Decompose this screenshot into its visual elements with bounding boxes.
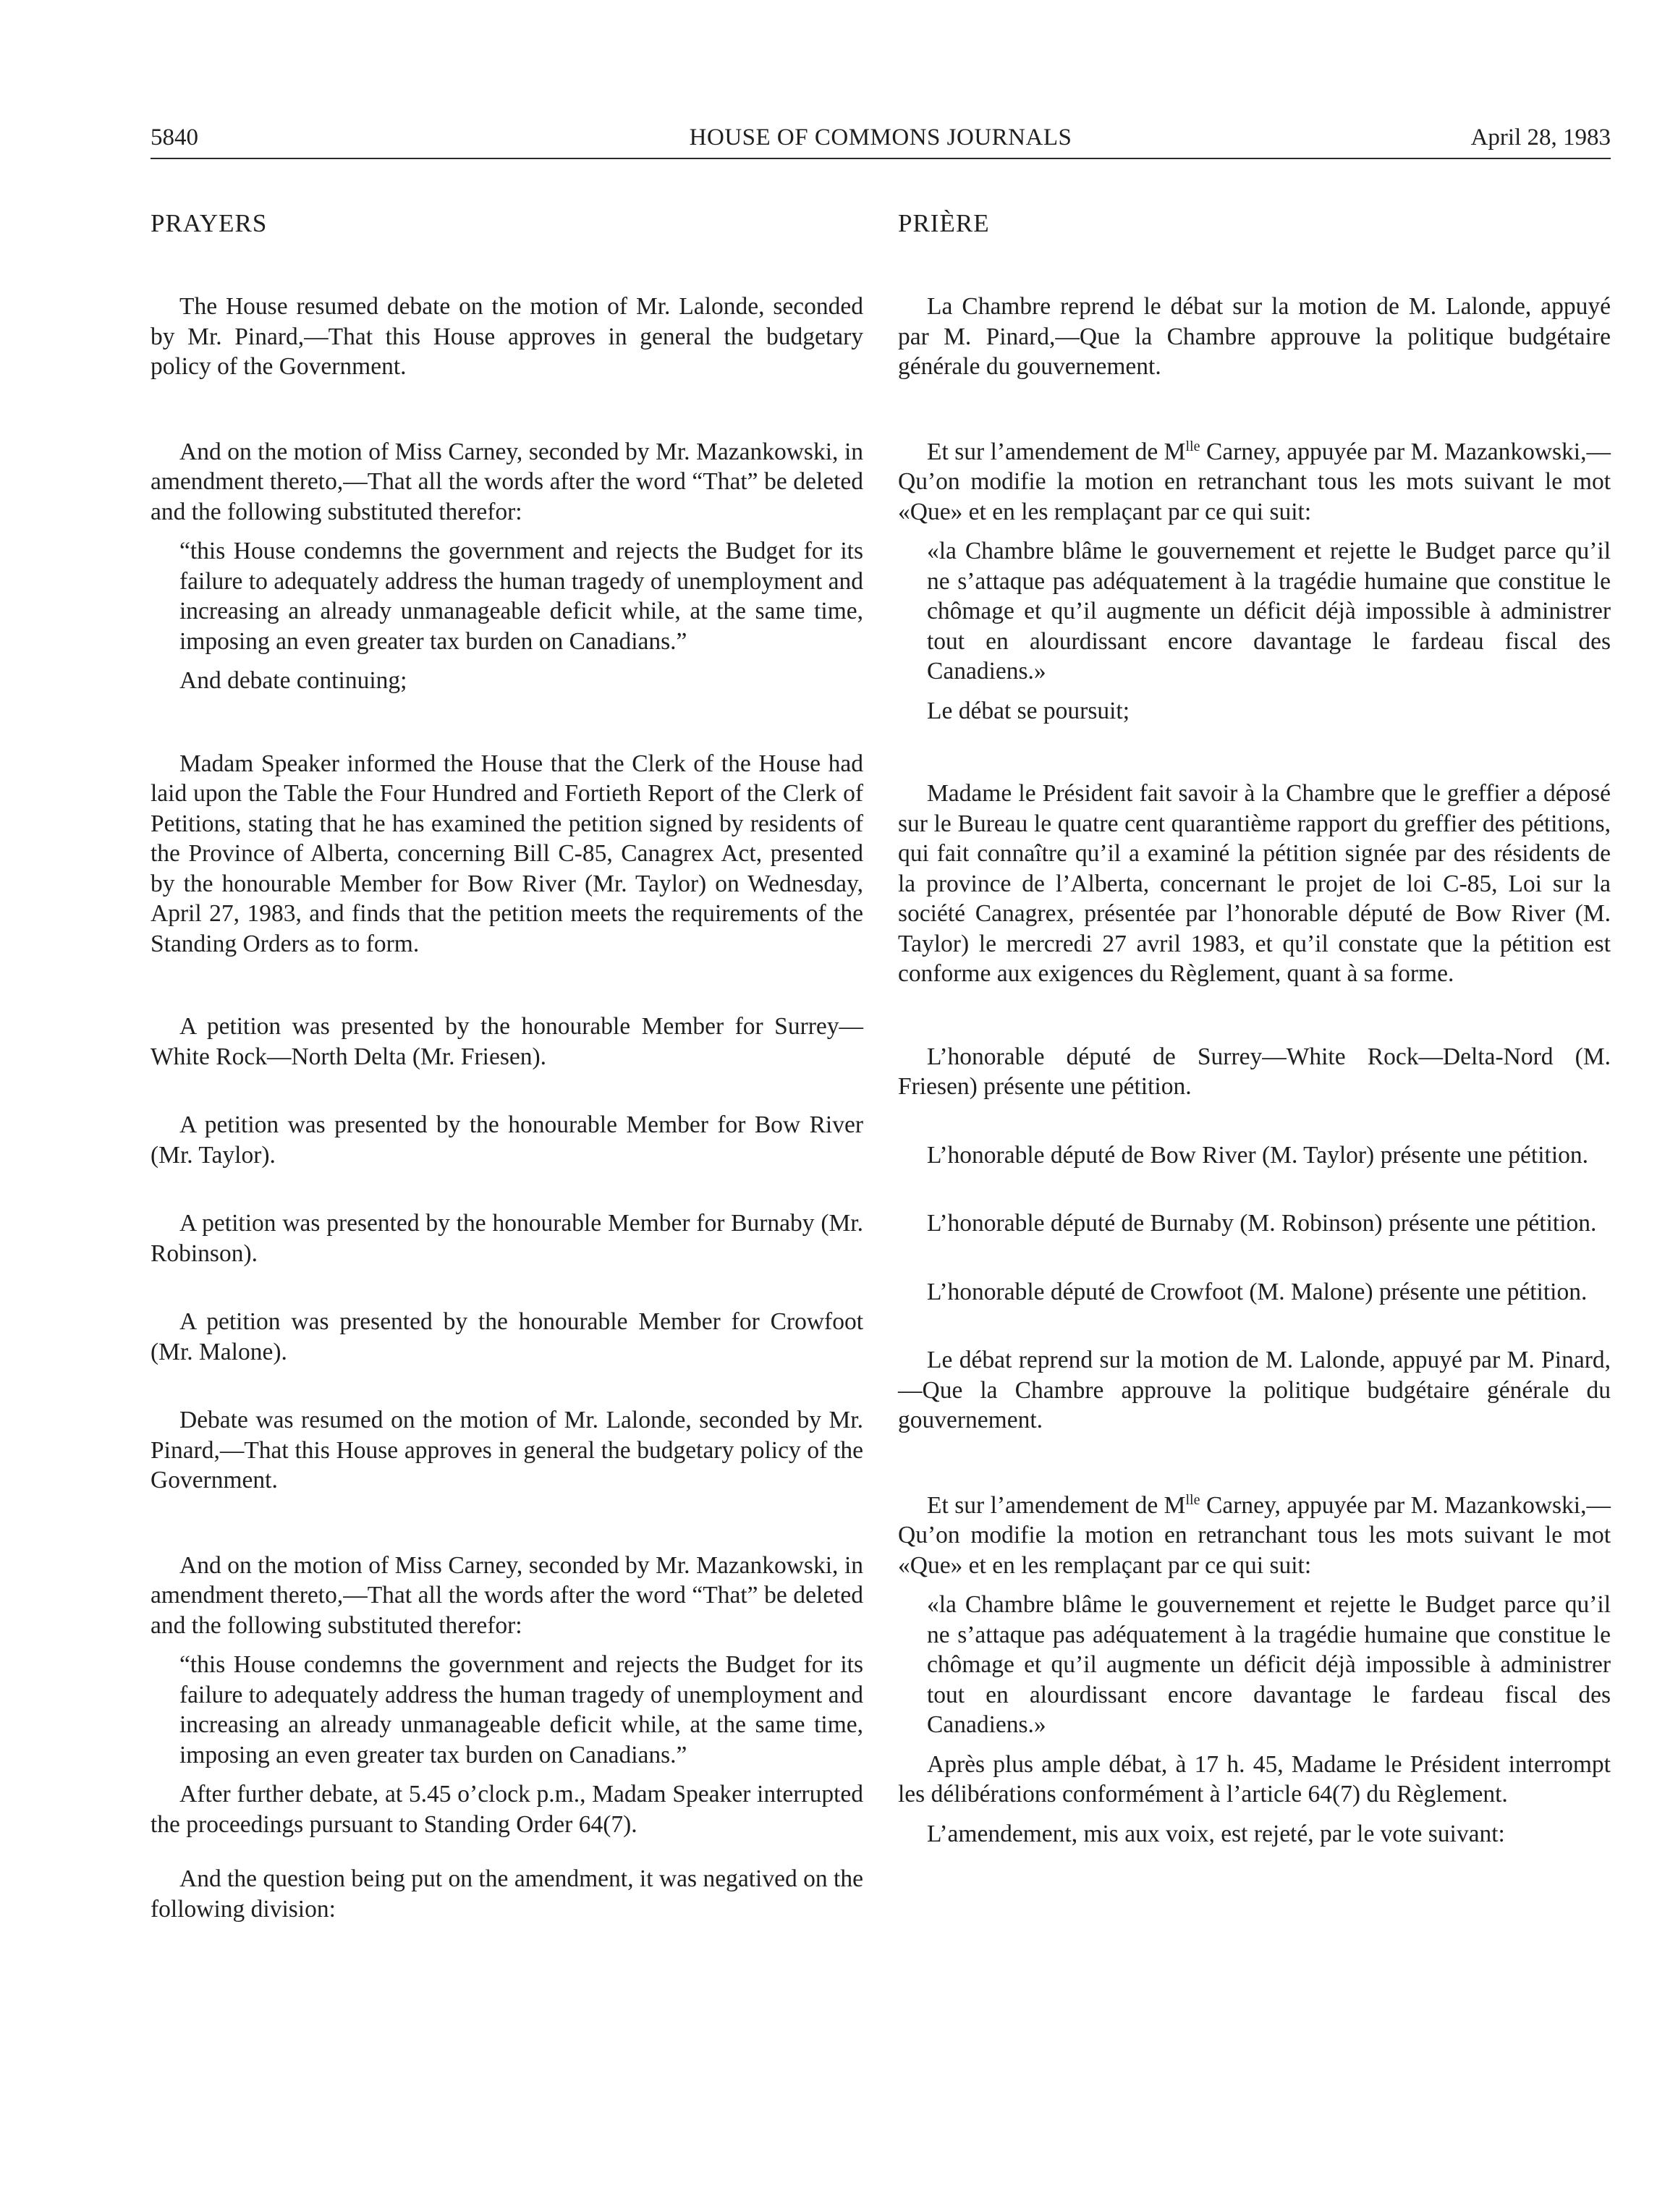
amendement-prefix: Et sur l’amendement de M [927,438,1186,465]
petition-malone-fr-paragraph: L’honorable député de Crowfoot (M. Malone) présente une pétition. [927,1278,1588,1305]
priere-heading: PRIÈRE [898,209,990,237]
petition-robinson-fr-paragraph: L’honorable député de Burnaby (M. Robinson) présente une pétition. [927,1210,1597,1237]
amendement-paragraph [898,437,1611,527]
petition-malone-paragraph: A petition was presented by the honourable Member for Crowfoot (Mr. Malone). [151,1308,863,1365]
petition-taylor-paragraph: A petition was presented by the honourable Member for Bow River (Mr. Taylor). [151,1111,863,1169]
amendement-suffix-2: Carney, appuyée par M. Mazankowski,—Qu’on modifie la motion en retranchant tous les mots suivant le mot «Que» et en les remplaçant par ce qui suit: [898,1491,1611,1579]
amendement-suffix: Carney, appuyée par M. Mazankowski,—Qu’on modifie la motion en retranchant tous les mots suivant le mot «Que» et en les remplaçant par ce qui suit: [898,438,1611,525]
petition-friesen-paragraph: A petition was presented by the honourable Member for Surrey—White Rock—North Delta (Mr. Friesen). [151,1013,863,1070]
debat-reprend-paragraph: Le débat reprend sur la motion de M. Lalonde, appuyé par M. Pinard,—Que la Chambre approuve la politique budgétaire générale du gouvernement. [898,1347,1611,1433]
amendment-paragraph-2: And on the motion of Miss Carney, seconded by Mr. Mazankowski, in amendment thereto,—That all the words after the word “That” be deleted and the following substituted therefor: [151,1551,863,1639]
petition-friesen-fr-paragraph: L’honorable député de Surrey—White Rock—Delta-Nord (M. Friesen) présente une pétition. [898,1043,1611,1100]
journal-title: HOUSE OF COMMONS JOURNALS [689,124,1072,151]
amendement-sup: lle [1185,438,1200,454]
division-paragraph: And the question being put on the amendment, it was negatived on the following division: [151,1865,863,1923]
vote-paragraph: L’amendement, mis aux voix, est rejeté, par le vote suivant: [927,1820,1505,1847]
petition-taylor-fr-paragraph: L’honorable député de Bow River (M. Taylor) présente une pétition. [927,1141,1589,1169]
amendement-quote: «la Chambre blâme le gouvernement et rejette le Budget parce qu’il ne s’attaque pas adéquatement à la tragédie humaine que constitue le chômage et qu’il augmente un déficit déjà impossible à administrer tout en alourdissant encore davantage le fardeau fiscal des Canadiens.» [927,538,1611,685]
amendment-quote: “this House condemns the government and rejects the Budget for its failure to adequately address the human tragedy of unemployment and increasing an already unmanageable deficit while, at the same time, imposing an even greater tax burden on Canadians.” [179,538,863,655]
further-debate-paragraph: After further debate, at 5.45 o’clock p.m., Madam Speaker interrupted the proceedings pursuant to Standing Order 64(7). [151,1781,863,1838]
resumed-debate-paragraph: The House resumed debate on the motion of Mr. Lalonde, seconded by Mr. Pinard,—That this House approves in general the budgetary policy of the Government. [151,293,863,380]
petition-robinson-paragraph: A petition was presented by the honourable Member for Burnaby (Mr. Robinson). [151,1210,863,1267]
reprise-debat-paragraph: La Chambre reprend le débat sur la motion de M. Lalonde, appuyé par M. Pinard,—Que la Chambre approuve la politique budgétaire générale du gouvernement. [898,293,1611,380]
amendment-paragraph: And on the motion of Miss Carney, seconded by Mr. Mazankowski, in amendment thereto,—That all the words after the word “That” be deleted and the following substituted therefor: [151,438,863,525]
ample-debat-paragraph: Après plus ample débat, à 17 h. 45, Madame le Président interrompt les délibérations conformément à l’article 64(7) du Règlement. [898,1750,1611,1808]
amendement-sup-2: lle [1185,1491,1200,1508]
page-header [151,122,1611,159]
amendement-prefix-2: Et sur l’amendement de M [927,1491,1186,1519]
amendement-quote-2: «la Chambre blâme le gouvernement et rejette le Budget parce qu’il ne s’attaque pas adéquatement à la tragédie humaine que constitue le chômage et qu’il augmente un déficit déjà impossible à administrer tout en alourdissant encore davantage le fardeau fiscal des Canadiens.» [927,1591,1611,1738]
english-column [151,205,863,1924]
page-number: 5840 [151,124,198,151]
rapport-petitions-paragraph: Madame le Président fait savoir à la Chambre que le greffier a déposé sur le Bureau le quatre cent quarantième rapport du greffier des pétitions, qui fait connaître qu’il a examiné la pétition signée par des résidents de la province de l’Alberta, concernant le projet de loi C-85, Loi sur la société Canagrex, présentée par l’honorable député de Bow River (M. Taylor) le mercredi 27 avril 1983, et qu’il constate que la pétition est conforme aux exigences du Règlement, quant à sa forme. [898,780,1611,987]
petitions-report-paragraph: Madam Speaker informed the House that the Clerk of the House had laid upon the Table the Four Hundred and Fortieth Report of the Clerk of Petitions, stating that he has examined the petition signed by residents of the Province of Alberta, concerning Bill C-85, Canagrex Act, presented by the honourable Member for Bow River (Mr. Taylor) on Wednesday, April 27, 1983, and finds that the petition meets the requirements of the Standing Orders as to form. [151,750,863,957]
amendement-paragraph-2 [898,1491,1611,1581]
amendment-quote-2: “this House condemns the government and rejects the Budget for its failure to adequately address the human tragedy of unemployment and increasing an already unmanageable deficit while, at the same time, imposing an even greater tax burden on Canadians.” [179,1651,863,1768]
journal-date: April 28, 1983 [1470,124,1611,151]
french-column [898,205,1611,1849]
debat-poursuit-paragraph: Le débat se poursuit; [927,697,1130,724]
prayers-heading: PRAYERS [151,209,268,237]
debate-resumed-paragraph: Debate was resumed on the motion of Mr. Lalonde, seconded by Mr. Pinard,—That this House approves in general the budgetary policy of the Government. [151,1407,863,1493]
debate-continuing-paragraph: And debate continuing; [179,667,407,694]
